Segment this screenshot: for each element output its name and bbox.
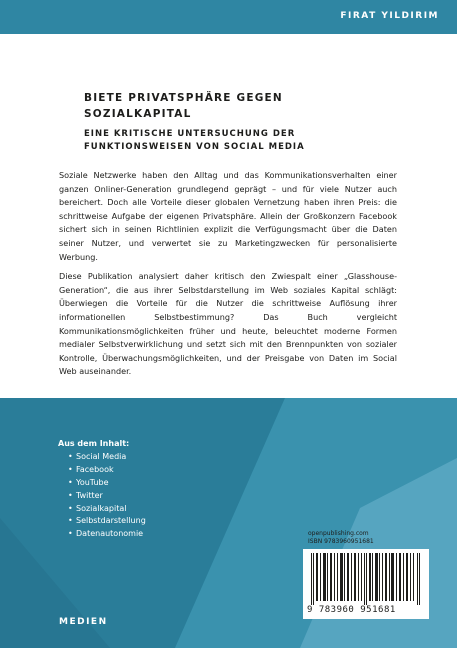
blurb-paragraph: Soziale Netzwerke haben den Alltag und das Kommunikationsverhalten einer ganzen Onliner-Generation grundlegend geprägt – und für viele Nutzer auch bereichert. Doch alle Vorteile dieser globalen Vernetzung haben ihren Preis: die schrittweise Aufgabe der eigenen Privatsphäre. Allein der Großkonzern Facebook sichert sich in seinen Richtlinien explizit die Verfügungsmacht über die Daten seiner Nutzer, und verwertet sie zu Marketingzwecken für personalisierte Werbung. [59,170,397,262]
contents-item: • Twitter [68,490,146,503]
book-title-line: BIETE PRIVATSPHÄRE GEGEN [84,92,283,104]
contents-item: • Selbstdarstellung [68,515,146,528]
isbn-label: ISBN 9783960951681 [308,538,374,545]
book-subtitle-line: EINE KRITISCHE UNTERSUCHUNG DER [84,129,296,139]
isbn-barcode [303,549,429,619]
top-band [0,0,457,34]
barcode-digits: 9 783960 951681 [307,605,396,615]
contents-item: • Datenautonomie [68,528,146,541]
book-subtitle-line: FUNKTIONSWEISEN VON SOCIAL MEDIA [84,142,305,152]
barcode-bars-icon [311,553,421,605]
blurb-paragraph: Diese Publikation analysiert daher kritisch den Zwiespalt einer „Glasshouse-Generation“, die aus ihrer Selbstdarstellung im Web soziales Kapital schlägt: Überwiegen die Vorteile für die Nutzer die schrittweise Auflösung ihrer informationellen Selbstbestimmung? Das Buch vergleicht Kommunikationsmöglichkeiten früher und heute, beleuchtet moderne Formen medialer Selbstverwirklichung und setzt sich mit den Brennpunkten von sozialer Kontrolle, Überwachungsmöglichkeiten, und der Preisgabe von Daten im Social Web auseinander. [59,271,397,377]
contents-item: • Social Media [68,451,146,464]
publisher-imprint: MEDIEN [59,617,108,627]
contents-list [58,438,146,541]
author-name: FIRAT YILDIRIM [340,11,439,21]
book-title-line: SOZIALKAPITAL [84,108,192,120]
contents-items [58,451,146,541]
book-subtitle [84,128,414,154]
contents-item: • YouTube [68,477,146,490]
publisher-info [308,530,374,546]
contents-heading: Aus dem Inhalt: [58,439,130,448]
blurb-text [59,169,397,385]
contents-item: • Facebook [68,464,146,477]
contents-item: • Sozialkapital [68,503,146,516]
book-title [84,90,414,122]
publisher-url: openpublishing.com [308,530,369,537]
